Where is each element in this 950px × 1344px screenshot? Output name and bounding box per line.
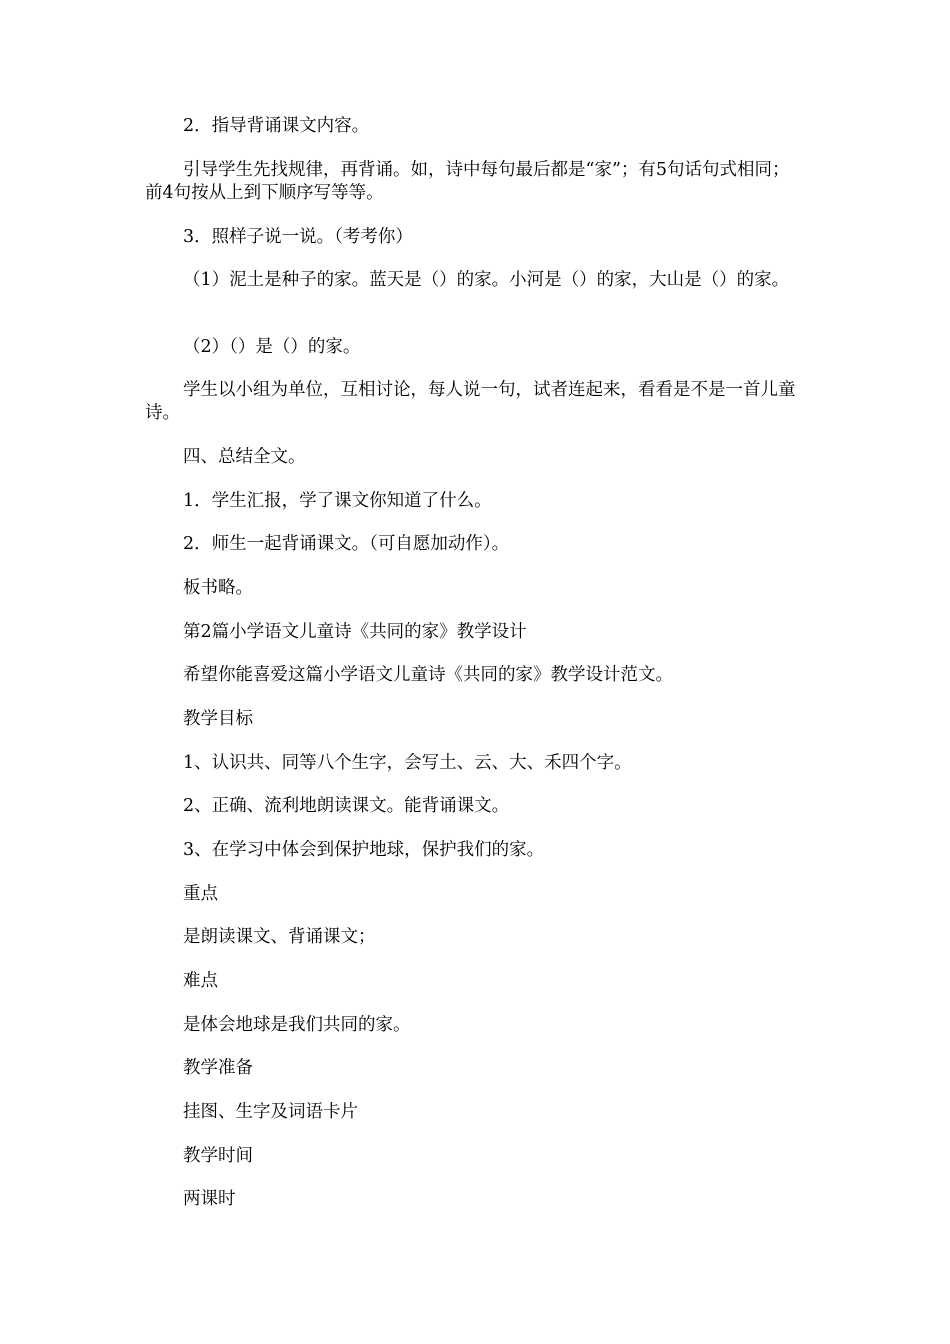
paragraph: 2．师生一起背诵课文。（可自愿加动作）。 [183, 534, 510, 554]
paragraph: 挂图、生字及词语卡片 [183, 1102, 358, 1122]
paragraph: 是朗读课文、背诵课文； [183, 927, 376, 947]
article-title: 第2篇小学语文儿童诗《共同的家》教学设计 [183, 622, 527, 642]
paragraph: 引导学生先找规律，再背诵。如，诗中每句最后都是“家”；有5句话句式相同；前4句按从上到下顺序写等等。 [145, 160, 790, 203]
section-heading: 教学准备 [183, 1058, 253, 1078]
section-heading: 教学目标 [183, 709, 253, 729]
paragraph: 两课时 [183, 1189, 236, 1209]
paragraph: 2．指导背诵课文内容。 [183, 116, 370, 136]
section-heading: 重点 [183, 884, 218, 904]
section-heading: 教学时间 [183, 1146, 253, 1166]
paragraph: 1、认识共、同等八个生字，会写土、云、大、禾四个字。 [183, 753, 632, 773]
paragraph: 3、在学习中体会到保护地球，保护我们的家。 [183, 840, 545, 860]
paragraph: 2、正确、流利地朗读课文。能背诵课文。 [183, 796, 510, 816]
paragraph: 学生以小组为单位，互相讨论，每人说一句，试者连起来，看看是不是一首儿童诗。 [145, 380, 796, 423]
paragraph: 3．照样子说一说。（考考你） [183, 227, 413, 247]
paragraph: 是体会地球是我们共同的家。 [183, 1015, 411, 1035]
section-heading: 四、总结全文。 [183, 447, 306, 467]
paragraph: 板书略。 [183, 578, 253, 598]
paragraph: 希望你能喜爱这篇小学语文儿童诗《共同的家》教学设计范文。 [183, 665, 673, 685]
paragraph: 1．学生汇报，学了课文你知道了什么。 [183, 491, 492, 511]
paragraph: （1）泥土是种子的家。蓝天是（）的家。小河是（）的家，大山是（）的家。 [183, 270, 790, 290]
section-heading: 难点 [183, 971, 218, 991]
paragraph: （2）（）是（）的家。 [183, 337, 361, 357]
